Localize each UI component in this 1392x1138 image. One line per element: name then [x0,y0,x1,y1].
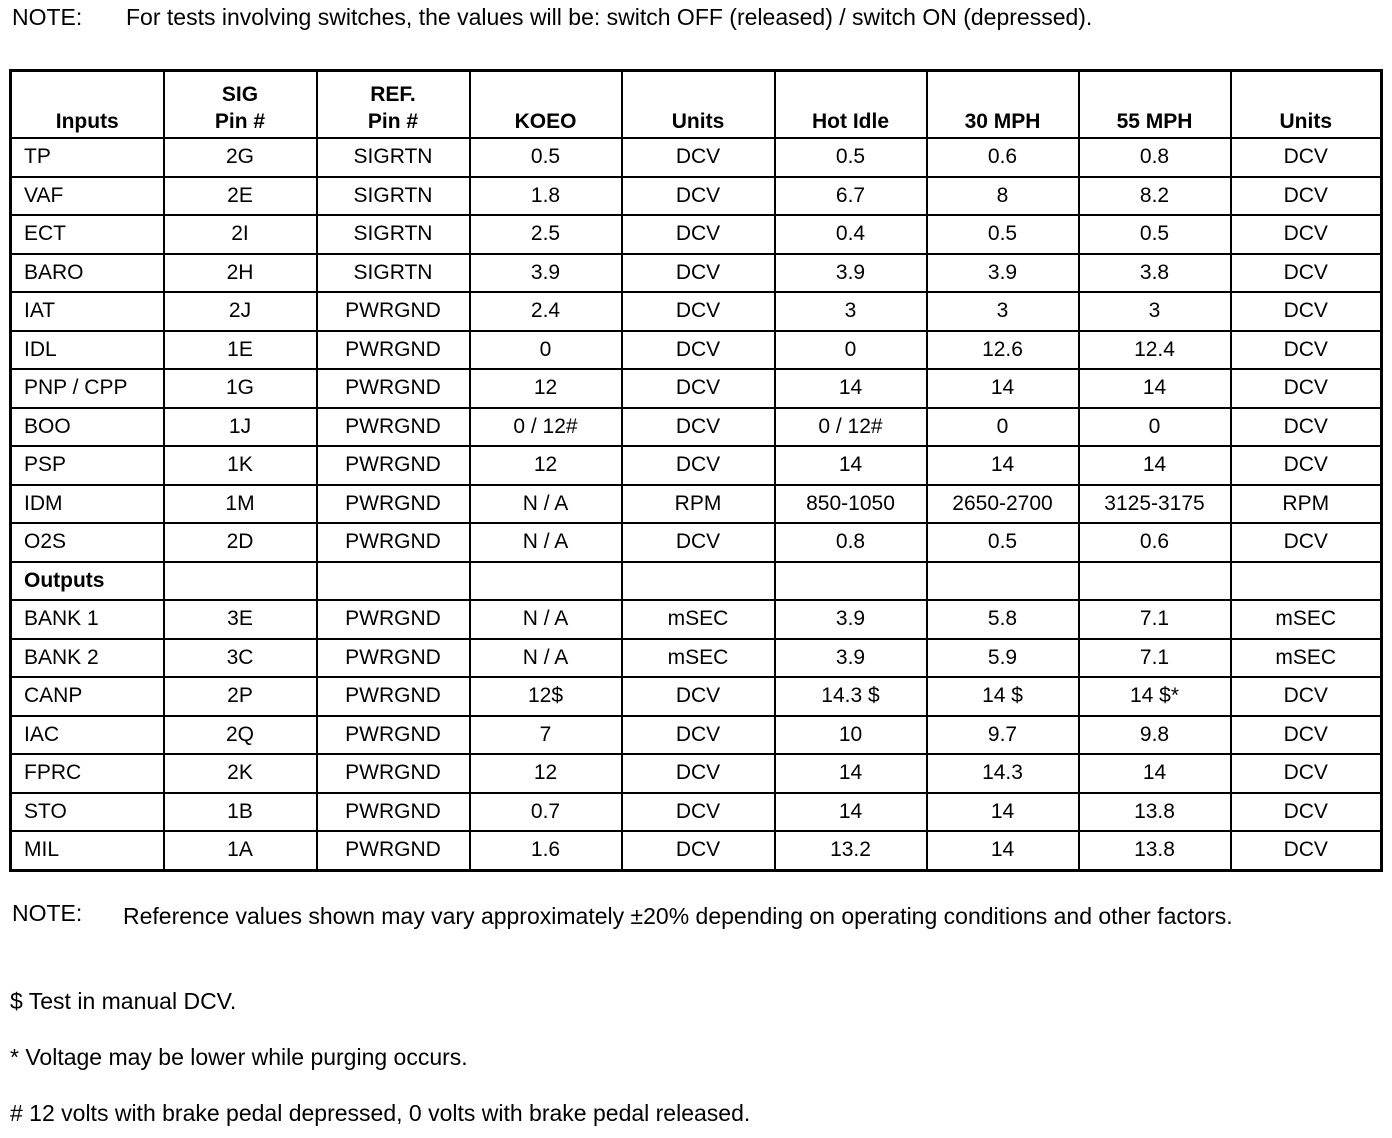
table-cell: 14 [775,754,927,793]
table-cell: DCV [622,831,775,870]
table-cell: N / A [470,523,622,562]
table-cell [317,562,470,601]
table-row [11,331,1382,370]
table-cell: 14 [775,369,927,408]
table-cell: mSEC [1231,600,1382,639]
table-cell: 0 [775,331,927,370]
table-cell: DCV [622,177,775,216]
table-row [11,639,1382,678]
table-cell: DCV [1231,831,1382,870]
table-cell: DCV [622,138,775,177]
column-header: Hot Idle [775,71,927,139]
table-cell: DCV [622,369,775,408]
table-cell: PWRGND [317,408,470,447]
table-cell: DCV [622,446,775,485]
table-cell: 8 [927,177,1079,216]
table-cell: 14 [927,446,1079,485]
table-cell: 13.8 [1079,831,1231,870]
table-cell: DCV [1231,254,1382,293]
row-label: IDM [11,485,164,524]
row-label: BANK 1 [11,600,164,639]
table-cell: 0.5 [1079,215,1231,254]
row-label: IAT [11,292,164,331]
top-note [12,4,1092,31]
table-row [11,215,1382,254]
table-cell: 3.8 [1079,254,1231,293]
row-label: VAF [11,177,164,216]
table-row [11,408,1382,447]
footnote-dollar: $ Test in manual DCV. [10,988,237,1014]
table-cell: 14 $ [927,677,1079,716]
table-cell: 7.1 [1079,639,1231,678]
table-cell: 3125-3175 [1079,485,1231,524]
table-row [11,446,1382,485]
table-cell: 0.5 [927,215,1079,254]
table-cell [622,562,775,601]
table-cell: 1E [164,331,317,370]
table-cell: N / A [470,485,622,524]
footnote-hash: # 12 volts with brake pedal depressed, 0 volts with brake pedal released. [10,1100,751,1126]
row-label: BOO [11,408,164,447]
row-label: PNP / CPP [11,369,164,408]
row-label: PSP [11,446,164,485]
row-label: BANK 2 [11,639,164,678]
top-note-text: For tests involving switches, the values will be: switch OFF (released) / switch ON (depressed). [126,4,1093,30]
table-cell: 2P [164,677,317,716]
row-label: FPRC [11,754,164,793]
row-label: STO [11,793,164,832]
table-cell: 3.9 [775,600,927,639]
table-cell: RPM [1231,485,1382,524]
table-cell: 0 / 12# [775,408,927,447]
table-cell: DCV [622,754,775,793]
table-cell: 1K [164,446,317,485]
table-cell: 10 [775,716,927,755]
table-cell: DCV [1231,331,1382,370]
table-cell [1231,562,1382,601]
table-cell: 5.8 [927,600,1079,639]
table-cell: 0 [470,331,622,370]
bottom-note-label: NOTE: [12,900,83,926]
table-cell: DCV [622,793,775,832]
table-cell [927,562,1079,601]
column-header: Units [1231,71,1382,139]
table-cell: 2.4 [470,292,622,331]
table-cell: 5.9 [927,639,1079,678]
column-header: 30 MPH [927,71,1079,139]
table-cell: 0.6 [927,138,1079,177]
table-cell: 14 [1079,369,1231,408]
table-cell: PWRGND [317,677,470,716]
table-cell: 7 [470,716,622,755]
table-cell: 14 [775,446,927,485]
table-cell: 14 [775,793,927,832]
table-cell: 2.5 [470,215,622,254]
table-cell: PWRGND [317,485,470,524]
table-row [11,292,1382,331]
table-cell: 2K [164,754,317,793]
column-header: Units [622,71,775,139]
table-cell: 2E [164,177,317,216]
row-label: MIL [11,831,164,870]
table-cell: 1B [164,793,317,832]
table-cell: 0.6 [1079,523,1231,562]
row-label: IAC [11,716,164,755]
row-label: BARO [11,254,164,293]
column-header: Inputs [11,71,164,139]
table-cell: 0.5 [927,523,1079,562]
table-cell: 850-1050 [775,485,927,524]
table-cell: DCV [1231,215,1382,254]
table-cell: 1M [164,485,317,524]
table-row [11,831,1382,870]
table-cell [164,562,317,601]
table-cell: PWRGND [317,831,470,870]
table-cell: 9.8 [1079,716,1231,755]
table-cell: 14 [927,831,1079,870]
table-cell: N / A [470,639,622,678]
table-cell: 12.6 [927,331,1079,370]
table-cell: 3 [927,292,1079,331]
table-cell: DCV [1231,793,1382,832]
section-row [11,562,1382,601]
table-cell: 1J [164,408,317,447]
table-cell: SIGRTN [317,254,470,293]
table-cell: 2D [164,523,317,562]
table-cell: DCV [1231,369,1382,408]
column-header: SIG Pin # [164,71,317,139]
table-cell: RPM [622,485,775,524]
table-cell: PWRGND [317,446,470,485]
table-cell: 14 [1079,754,1231,793]
top-note-label: NOTE: [12,4,83,30]
table-cell: 14 $* [1079,677,1231,716]
row-label: TP [11,138,164,177]
table-cell: 3E [164,600,317,639]
table-cell: 0.4 [775,215,927,254]
table-cell: PWRGND [317,600,470,639]
bottom-note-text: Reference values shown may vary approximately ±20% depending on operating conditions and other factors. [123,903,1233,929]
table-row [11,677,1382,716]
table-cell: DCV [622,254,775,293]
table-cell: 3 [1079,292,1231,331]
table-row [11,369,1382,408]
table-cell: 12.4 [1079,331,1231,370]
table-row [11,177,1382,216]
table-cell: 3.9 [775,639,927,678]
table-cell: 12$ [470,677,622,716]
table-row [11,600,1382,639]
table-cell [775,562,927,601]
row-label: O2S [11,523,164,562]
table-cell: 3.9 [927,254,1079,293]
table-cell: 0 [1079,408,1231,447]
table-cell: 13.8 [1079,793,1231,832]
table-cell: 0.8 [775,523,927,562]
table-cell: 6.7 [775,177,927,216]
table-cell: 2650-2700 [927,485,1079,524]
table-cell: 3.9 [470,254,622,293]
pinpoint-values-table [9,69,1383,872]
table-cell: DCV [1231,408,1382,447]
column-header: KOEO [470,71,622,139]
table-cell: 2H [164,254,317,293]
table-cell: SIGRTN [317,215,470,254]
table-cell: 0 / 12# [470,408,622,447]
table-cell: DCV [1231,446,1382,485]
table-cell: PWRGND [317,716,470,755]
header-row [11,71,1382,139]
table-row [11,485,1382,524]
table-cell: DCV [622,331,775,370]
table-cell: DCV [1231,677,1382,716]
table-row [11,716,1382,755]
table-cell: 3 [775,292,927,331]
table-cell: DCV [622,292,775,331]
table-cell: DCV [1231,138,1382,177]
row-label: CANP [11,677,164,716]
table-cell: mSEC [1231,639,1382,678]
table-cell: DCV [1231,754,1382,793]
table-cell: DCV [622,523,775,562]
table-cell: 13.2 [775,831,927,870]
table-row [11,254,1382,293]
table-cell: 0.5 [775,138,927,177]
bottom-note [12,900,1372,933]
table-cell: 2G [164,138,317,177]
table-cell: PWRGND [317,793,470,832]
row-label: ECT [11,215,164,254]
table-row [11,523,1382,562]
table-cell: PWRGND [317,754,470,793]
table-cell: 2I [164,215,317,254]
table-cell: SIGRTN [317,177,470,216]
table-cell: 12 [470,369,622,408]
table-cell: PWRGND [317,639,470,678]
table-cell: 0.7 [470,793,622,832]
table-cell: 3C [164,639,317,678]
table-cell: 1.6 [470,831,622,870]
table-cell: PWRGND [317,523,470,562]
table-body [11,138,1382,870]
table-cell: 12 [470,446,622,485]
table-cell: 9.7 [927,716,1079,755]
table-cell: N / A [470,600,622,639]
table-row [11,793,1382,832]
table-cell: 0.5 [470,138,622,177]
table-cell: 2J [164,292,317,331]
table-cell: 14 [1079,446,1231,485]
table-cell: DCV [622,408,775,447]
table-cell: mSEC [622,600,775,639]
table-row [11,138,1382,177]
table-cell: 14.3 $ [775,677,927,716]
table-cell: DCV [622,215,775,254]
table-cell: 12 [470,754,622,793]
table-cell: 14.3 [927,754,1079,793]
table-cell: 14 [927,369,1079,408]
table-header [11,71,1382,139]
table-cell: 1.8 [470,177,622,216]
table-cell: SIGRTN [317,138,470,177]
table-cell: DCV [1231,292,1382,331]
row-label: Outputs [11,562,164,601]
table-cell: 1A [164,831,317,870]
table-cell: DCV [1231,177,1382,216]
table-cell: 8.2 [1079,177,1231,216]
table-cell: mSEC [622,639,775,678]
table-cell: PWRGND [317,331,470,370]
table-cell [470,562,622,601]
table-cell: DCV [1231,716,1382,755]
table-cell: PWRGND [317,369,470,408]
table-cell: 0.8 [1079,138,1231,177]
table-cell: DCV [622,716,775,755]
table-cell: 7.1 [1079,600,1231,639]
table-row [11,754,1382,793]
table-cell: DCV [1231,523,1382,562]
table-cell [1079,562,1231,601]
column-header: 55 MPH [1079,71,1231,139]
table-cell: 1G [164,369,317,408]
table-cell: 14 [927,793,1079,832]
table-cell: PWRGND [317,292,470,331]
table-cell: DCV [622,677,775,716]
table-cell: 2Q [164,716,317,755]
footnote-asterisk: * Voltage may be lower while purging occurs. [10,1044,468,1070]
column-header: REF. Pin # [317,71,470,139]
table-cell: 0 [927,408,1079,447]
row-label: IDL [11,331,164,370]
table-cell: 3.9 [775,254,927,293]
